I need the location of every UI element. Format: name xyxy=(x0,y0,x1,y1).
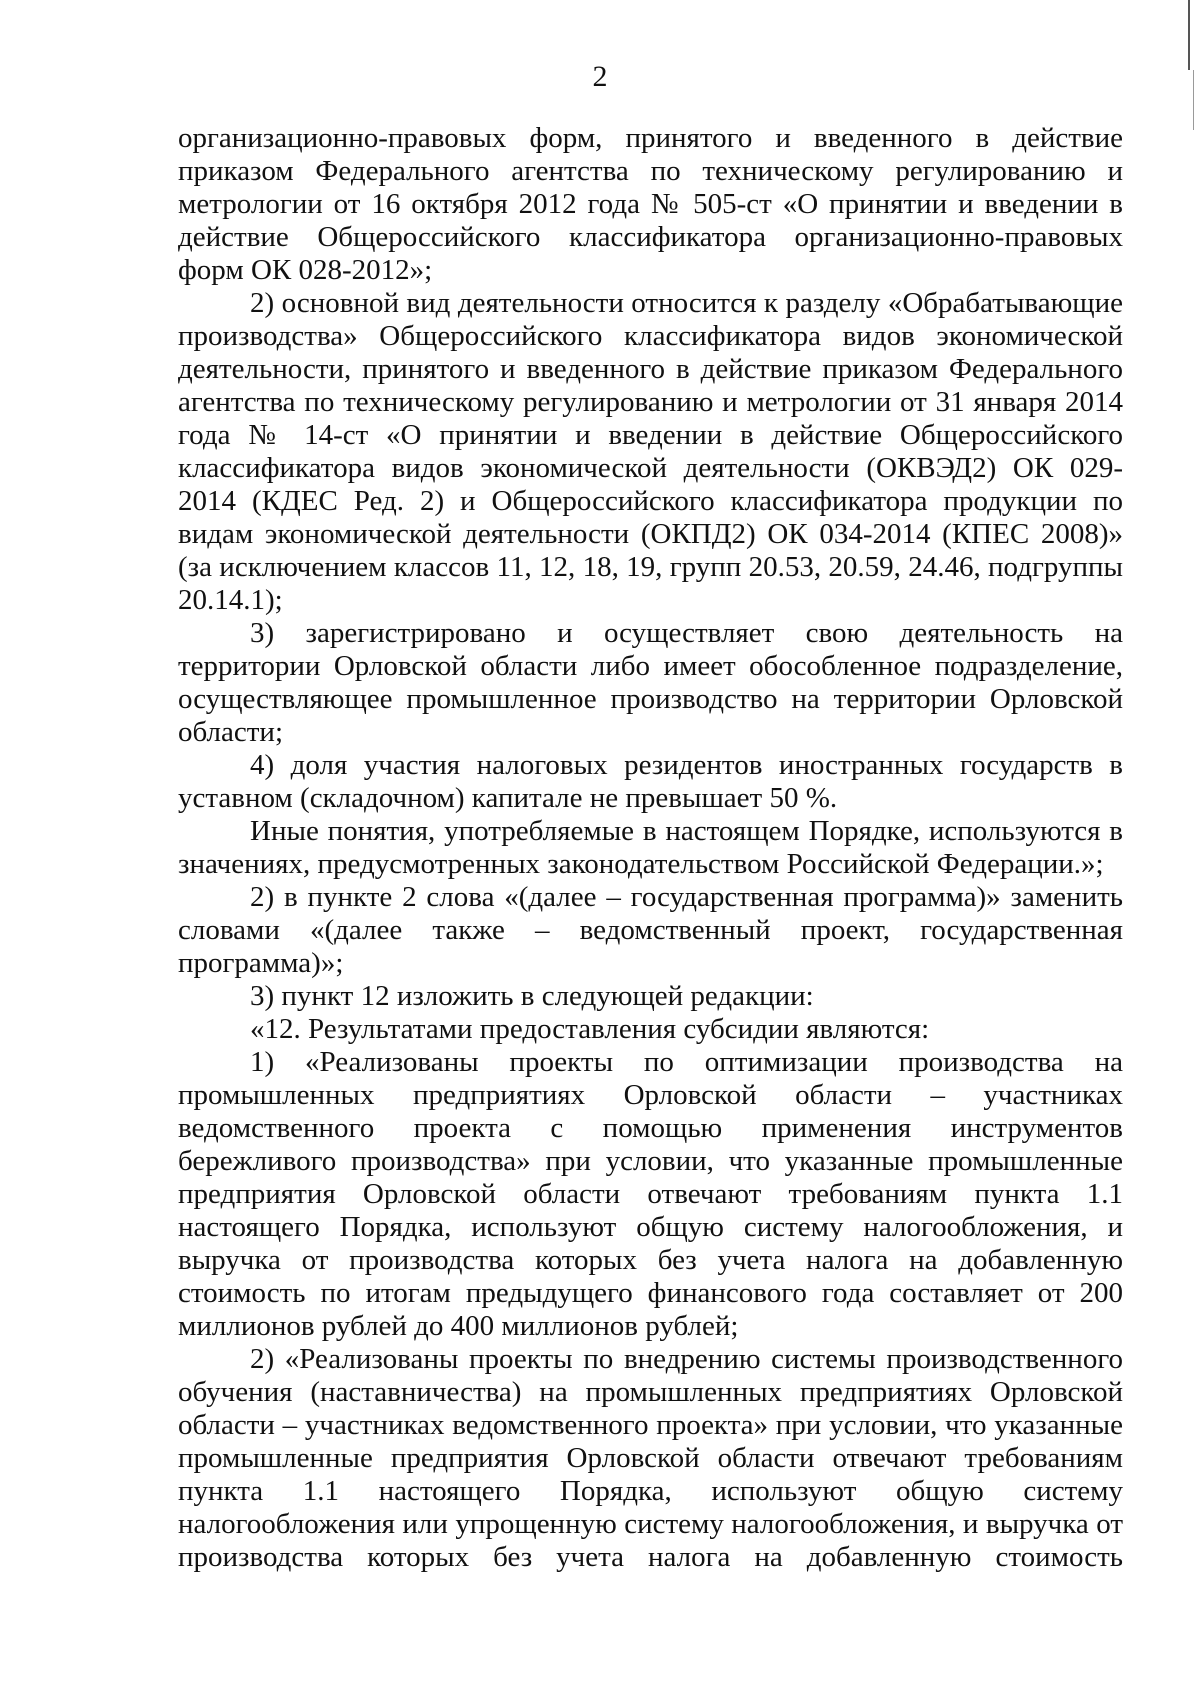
paragraph-item-4-foreign-share: 4) доля участия налоговых резидентов иностранных государств в уставном (складочном) капитале не превышает 50 %. xyxy=(178,749,1123,814)
paragraph-amendment-3: 3) пункт 12 изложить в следующей редакции: xyxy=(250,980,814,1012)
paragraph-item-3-registration: 3) зарегистрировано и осуществляет свою деятельность на территории Орловской области либо имеет обособленное подразделение, осуществляющее промышленное производство на территории Орловской области; xyxy=(178,617,1123,748)
page-number: 2 xyxy=(592,60,608,93)
paragraph-result-2: 2) «Реализованы проекты по внедрению системы производственного обучения (наставничества) на промышленных предприятиях Орловской области – участниках ведомственного проекта» при условии, что указанные промышленные предприятия Орловской области отвечают требованиям пункта 1.1 настоящего Порядка, используют общую систему налогообложения или упрощенную систему налогообложения, и выручка от производства которых без учета налога на добавленную стоимость xyxy=(178,1343,1123,1573)
paragraph-point-12: «12. Результатами предоставления субсидии являются: xyxy=(250,1013,930,1045)
document-body xyxy=(178,122,1123,1574)
paragraph-continuation: организационно-правовых форм, принятого и введенного в действие приказом Федерального агентства по техническому регулированию и метрологии от 16 октября 2012 года № 505-ст «О принятии и введении в действие Общероссийского классификатора организационно-правовых форм ОК 028-2012»; xyxy=(178,122,1123,286)
paragraph-other-terms: Иные понятия, употребляемые в настоящем Порядке, используются в значениях, предусмотренных законодательством Российской Федерации.»; xyxy=(178,815,1123,880)
paragraph-amendment-2: 2) в пункте 2 слова «(далее – государственная программа)» заменить словами «(далее также – ведомственный проект, государственная программа)»; xyxy=(178,881,1123,979)
paragraph-item-2-activity: 2) основной вид деятельности относится к разделу «Обрабатывающие производства» Общероссийского классификатора видов экономической деятельности, принятого и введенного в действие приказом Федерального агентства по техническому регулированию и метрологии от 31 января 2014 года № 14-ст «О принятии и введении в действие Общероссийского классификатора видов экономической деятельности (ОКВЭД2) ОК 029-2014 (КДЕС Ред. 2) и Общероссийского классификатора продукции по видам экономической деятельности (ОКПД2) ОК 034-2014 (КПЕС 2008)» (за исключением классов 11, 12, 18, 19, групп 20.53, 20.59, 24.46, подгруппы 20.14.1); xyxy=(178,287,1123,616)
paragraph-result-1: 1) «Реализованы проекты по оптимизации производства на промышленных предприятиях Орловской области – участниках ведомственного проекта с помощью применения инструментов бережливого производства» при условии, что указанные промышленные предприятия Орловской области отвечают требованиям пункта 1.1 настоящего Порядка, используют общую систему налогообложения, и выручка от производства которых без учета налога на добавленную стоимость по итогам предыдущего финансового года составляет от 200 миллионов рублей до 400 миллионов рублей; xyxy=(178,1046,1123,1342)
